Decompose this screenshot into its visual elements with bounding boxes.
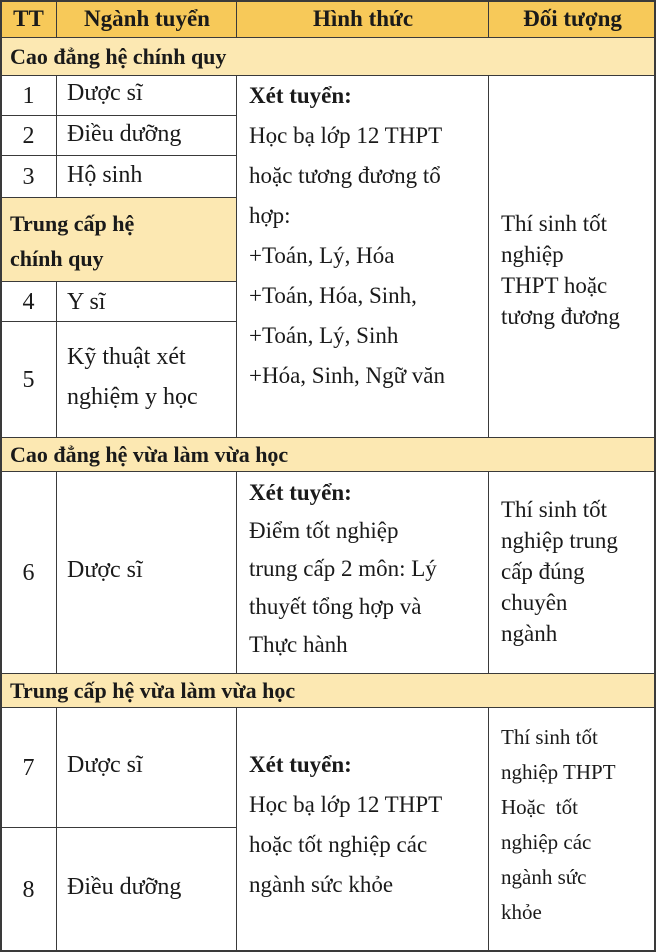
row-nganh: Điều dưỡng xyxy=(67,874,182,900)
hline xyxy=(0,673,656,674)
header-hinh-thuc: Hình thức xyxy=(237,0,489,38)
hline xyxy=(0,707,656,708)
hinh-thuc-line: Điểm tốt nghiệp xyxy=(249,518,399,543)
section-cao-dang-vlvh: Cao đẳng hệ vừa làm vừa học xyxy=(0,438,656,472)
block3-hinh-thuc xyxy=(237,745,489,915)
block2-hinh-thuc xyxy=(237,472,489,674)
vline xyxy=(56,281,57,438)
row-tt: 1 xyxy=(22,82,35,109)
vline xyxy=(56,707,57,952)
vline xyxy=(236,0,237,38)
hinh-thuc-line: Học bạ lớp 12 THPT xyxy=(249,123,443,148)
doi-tuong-line: nghiệp THPT xyxy=(501,760,616,784)
doi-tuong-line: chuyên xyxy=(501,590,568,615)
row-tt: 3 xyxy=(22,163,35,190)
hinh-thuc-line: trung cấp 2 môn: Lý xyxy=(249,556,437,581)
doi-tuong-line: THPT hoặc xyxy=(501,273,608,298)
section-trung-cap-chinh-quy xyxy=(0,198,237,282)
row-nganh: Điều dưỡng xyxy=(67,121,182,147)
hinh-thuc-line: ngành sức khỏe xyxy=(249,872,394,897)
row-tt: 8 xyxy=(22,876,35,903)
vline xyxy=(488,707,489,952)
hinh-thuc-title: Xét tuyển: xyxy=(249,83,352,108)
block1-doi-tuong xyxy=(489,208,656,348)
hline xyxy=(0,281,237,282)
row-tt: 7 xyxy=(22,754,35,781)
row-nganh xyxy=(57,337,237,427)
doi-tuong-line: Hoặc tốt xyxy=(501,795,578,819)
header-doi-tuong: Đối tượng xyxy=(489,0,656,38)
hline xyxy=(0,197,237,198)
block3-doi-tuong xyxy=(489,720,656,936)
row-tt: 6 xyxy=(22,559,35,586)
row-nganh: Y sĩ xyxy=(67,289,106,315)
hinh-thuc-line: thuyết tổng hợp và xyxy=(249,594,422,619)
row-tt: 2 xyxy=(22,122,35,149)
hline xyxy=(0,75,656,76)
row-nganh: Hộ sinh xyxy=(67,162,143,188)
vline xyxy=(488,0,489,38)
section-cao-dang-chinh-quy: Cao đẳng hệ chính quy xyxy=(0,38,656,76)
doi-tuong-line: Thí sinh tốt xyxy=(501,497,608,522)
hinh-thuc-title: Xét tuyển: xyxy=(249,752,352,777)
vline xyxy=(56,471,57,674)
header-tt: TT xyxy=(0,0,57,38)
section-label-line: Trung cấp hệ xyxy=(10,211,135,236)
section-label-line: chính quy xyxy=(10,246,104,271)
hinh-thuc-line: hoặc tốt nghiệp các xyxy=(249,832,428,857)
vline xyxy=(236,471,237,674)
hinh-thuc-line: +Toán, Hóa, Sinh, xyxy=(249,283,417,308)
doi-tuong-line: khỏe xyxy=(501,900,542,924)
hline xyxy=(0,437,656,438)
block2-doi-tuong xyxy=(489,494,656,664)
hline xyxy=(0,115,237,116)
doi-tuong-line: Thí sinh tốt xyxy=(501,211,608,236)
row-nganh: Dược sĩ xyxy=(67,752,143,778)
row-nganh-line: nghiệm y học xyxy=(67,384,198,410)
header-nganh: Ngành tuyển xyxy=(57,0,237,38)
row-nganh: Dược sĩ xyxy=(67,557,143,583)
hinh-thuc-line: hoặc tương đương tổ xyxy=(249,163,441,188)
hinh-thuc-line: +Hóa, Sinh, Ngữ văn xyxy=(249,363,446,388)
doi-tuong-line: nghiệp trung xyxy=(501,528,618,553)
hline xyxy=(0,37,656,38)
row-nganh-line: Kỹ thuật xét xyxy=(67,344,186,370)
block1-hinh-thuc xyxy=(237,76,489,438)
hinh-thuc-line: +Toán, Lý, Hóa xyxy=(249,243,395,268)
row-tt: 5 xyxy=(22,366,35,393)
doi-tuong-line: Thí sinh tốt xyxy=(501,725,598,749)
vline xyxy=(236,707,237,952)
section-trung-cap-vlvh: Trung cấp hệ vừa làm vừa học xyxy=(0,674,656,708)
hline xyxy=(0,827,237,828)
doi-tuong-line: nghiệp các xyxy=(501,830,592,854)
doi-tuong-line: cấp đúng xyxy=(501,559,585,584)
doi-tuong-line: ngành xyxy=(501,621,558,646)
vline xyxy=(488,471,489,674)
hinh-thuc-line: Học bạ lớp 12 THPT xyxy=(249,792,443,817)
hinh-thuc-line: Thực hành xyxy=(249,632,348,657)
vline xyxy=(488,75,489,438)
doi-tuong-line: nghiệp xyxy=(501,242,564,267)
border-left xyxy=(0,0,2,952)
hline xyxy=(0,321,237,322)
hline xyxy=(0,155,237,156)
doi-tuong-line: tương đương xyxy=(501,304,620,329)
vline xyxy=(56,75,57,198)
vline xyxy=(56,0,57,38)
hinh-thuc-line: hợp: xyxy=(249,203,291,228)
hinh-thuc-title: Xét tuyển: xyxy=(249,480,352,505)
row-tt: 4 xyxy=(22,288,35,315)
border-top xyxy=(0,0,656,2)
row-nganh: Dược sĩ xyxy=(67,80,143,106)
doi-tuong-line: ngành sức xyxy=(501,865,587,889)
hline xyxy=(0,471,656,472)
vline xyxy=(236,75,237,438)
hinh-thuc-line: +Toán, Lý, Sinh xyxy=(249,323,399,348)
